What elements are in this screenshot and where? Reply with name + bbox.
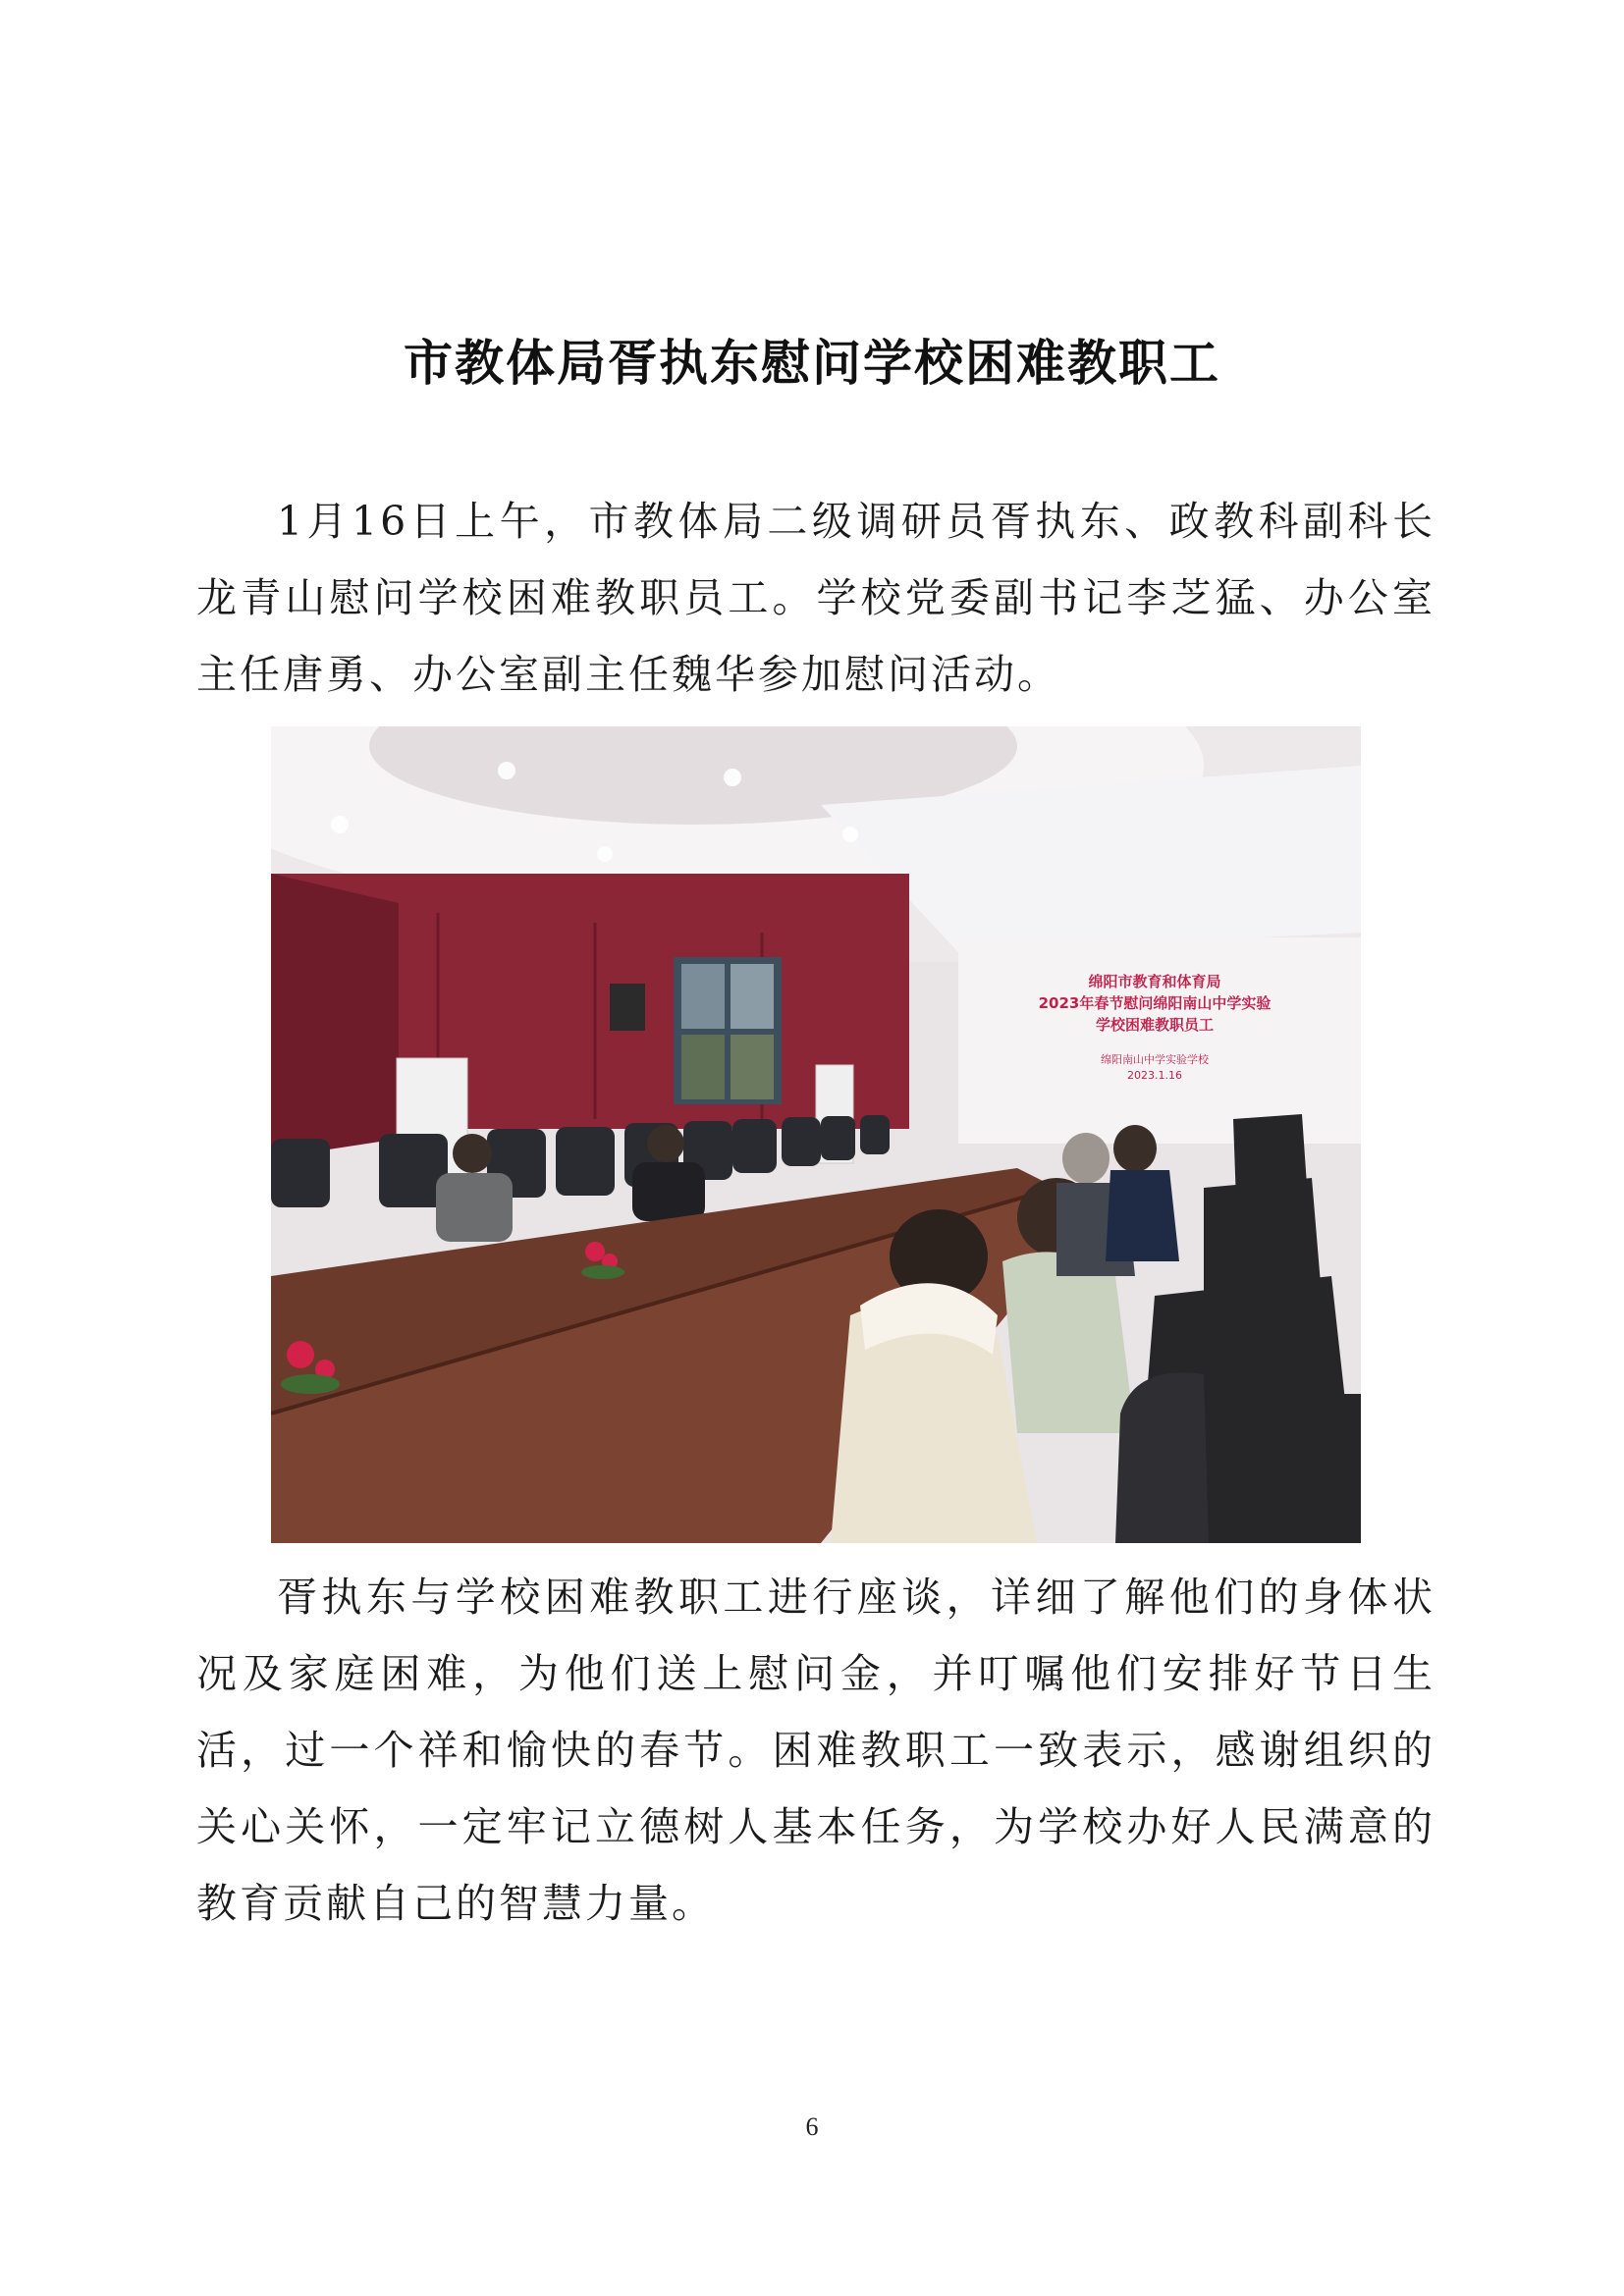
meeting-photo <box>271 726 1361 1543</box>
screen-line-2: 2023年春节慰问绵阳南山中学实验 <box>1038 994 1272 1012</box>
screen-line-5: 2023.1.16 <box>1127 1069 1182 1082</box>
screen-line-1: 绵阳市教育和体育局 <box>1088 973 1221 990</box>
article-paragraph-1: 1月16日上午，市教体局二级调研员胥执东、政教科副科长龙青山慰问学校困难教职员工。学校党委副书记李芝猛、办公室主任唐勇、办公室副主任魏华参加慰问活动。 <box>196 498 1435 698</box>
meeting-photo-illustration <box>271 726 1361 1543</box>
page-number: 6 <box>805 2112 819 2141</box>
screen-line-3: 学校困难教职员工 <box>1095 1016 1215 1034</box>
article-paragraph-2: 胥执东与学校困难教职工进行座谈，详细了解他们的身体状况及家庭困难，为他们送上慰问金，并叮嘱他们安排好节日生活，过一个祥和愉快的春节。困难教职工一致表示，感谢组织的关心关怀，一定牢记立德树人基本任务，为学校办好人民满意的教育贡献自己的智慧力量。 <box>196 1574 1435 1927</box>
article-title: 市教体局胥执东慰问学校困难教职工 <box>404 335 1220 392</box>
screen-line-4: 绵阳南山中学实验学校 <box>1101 1053 1209 1066</box>
